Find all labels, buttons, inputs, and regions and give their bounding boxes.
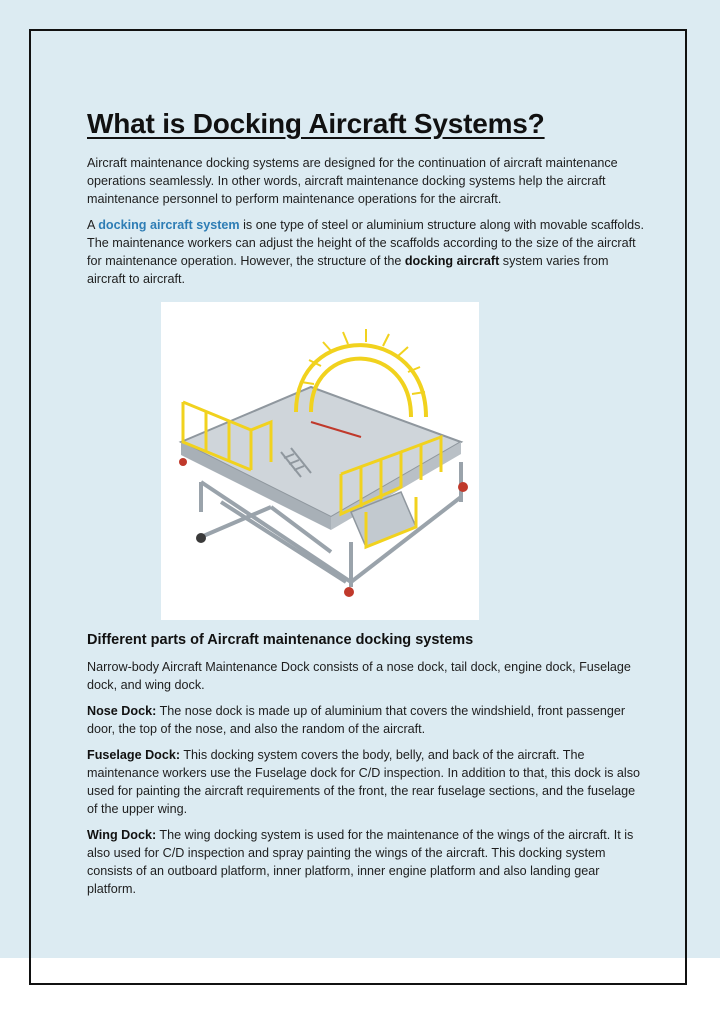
- section-heading: Different parts of Aircraft maintenance docking systems: [87, 632, 474, 648]
- nose-dock-label: Nose Dock:: [87, 704, 157, 718]
- wheel-icon: [196, 533, 206, 543]
- wing-dock-text: The wing docking system is used for the maintenance of the wings of the aircraft. It is also used for C/D inspection and spray painting the wings of the aircraft. This docking system consists of an outboard platform, inner platform, inner engine platform and also landing gear platform.: [87, 828, 634, 896]
- page-title: What is Docking Aircraft Systems?: [87, 108, 545, 139]
- intro-paragraph: Aircraft maintenance docking systems are designed for the continuation of aircraft maintenance operations seamlessly. In other words, aircraft maintenance docking systems help the aircraft maintenance personnel to perform maintenance operations for the aircraft.: [87, 156, 618, 206]
- definition-prefix: A: [87, 218, 99, 232]
- nose-dock-paragraph: [87, 702, 647, 738]
- definition-bold-term: docking aircraft: [404, 254, 500, 268]
- fuselage-dock-text: This docking system covers the body, belly, and back of the aircraft. The maintenance workers use the Fuselage dock for C/D inspection. In addition to that, this dock is also used for painting the aircraft requirements of the front, the rear fuselage sections, and the fuselage of the upper wing.: [87, 748, 641, 816]
- docking-structure-illustration: [161, 302, 479, 620]
- definition-middle: is one type of steel or aluminium structure along with movable scaffolds. The maintenance workers can adjust the height of the scaffolds according to the size of the aircraft for maintenance operation. However, the structure of the: [87, 218, 644, 268]
- wing-dock-paragraph: [87, 826, 647, 898]
- definition-suffix: system varies from aircraft to aircraft.: [87, 254, 609, 286]
- fuselage-dock-paragraph: [87, 746, 647, 818]
- docking-system-image: [161, 302, 479, 620]
- definition-paragraph: [87, 216, 647, 288]
- nose-dock-text: The nose dock is made up of aluminium that covers the windshield, front passenger door, the top of the nose, and also the random of the aircraft.: [87, 704, 626, 736]
- article: [87, 108, 647, 906]
- fuselage-dock-label: Fuselage Dock:: [87, 748, 181, 762]
- docking-system-link[interactable]: docking aircraft system: [98, 218, 240, 232]
- parts-intro-paragraph: Narrow-body Aircraft Maintenance Dock consists of a nose dock, tail dock, engine dock, Fuselage dock, and wing dock.: [87, 660, 631, 692]
- wing-dock-label: Wing Dock:: [87, 828, 157, 842]
